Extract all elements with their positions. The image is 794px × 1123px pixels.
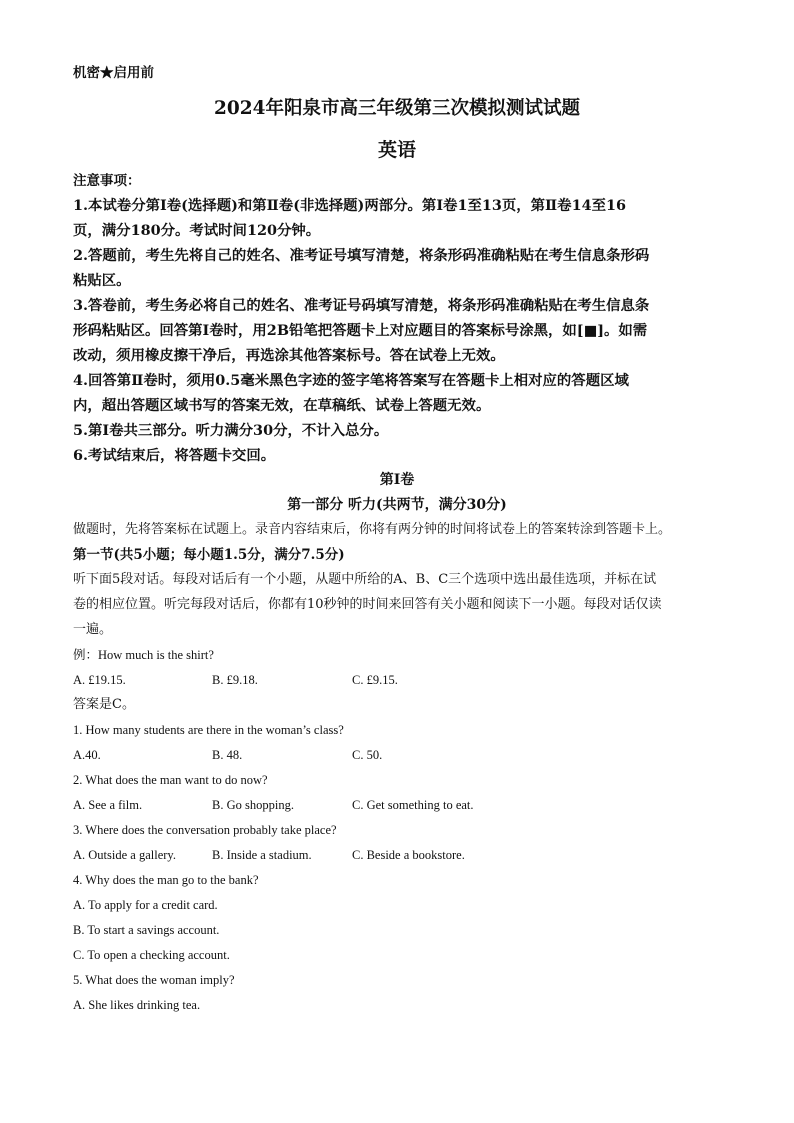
subsection-title: 第一节(共5小题；每小题1.5分，满分7.5分) xyxy=(73,547,345,563)
q1-option-a: A.40. xyxy=(73,748,101,762)
q1-option-c: C. 50. xyxy=(352,748,383,762)
confidential-mark: 机密★启用前 xyxy=(73,65,154,81)
example-option-c: C. £9.15. xyxy=(352,673,398,687)
notes-line: 1.本试卷分第Ⅰ卷(选择题)和第Ⅱ卷(非选择题)两部分。第Ⅰ卷1至13页，第Ⅱ卷14至16 xyxy=(73,197,627,214)
notes-line: 形码粘贴区。回答第Ⅰ卷时，用2B铅笔把答题卡上对应题目的答案标号涂黑，如[■]。如需 xyxy=(73,322,648,339)
subject-title: 英语 xyxy=(377,139,416,161)
question-5: 5. What does the woman imply? xyxy=(73,973,235,987)
notes-heading: 注意事项： xyxy=(73,173,141,189)
exam-title: 2024年阳泉市高三年级第三次模拟测试试题 xyxy=(214,98,580,119)
notes-line: 改动，须用橡皮擦干净后，再选涂其他答案标号。答在试卷上无效。 xyxy=(73,347,505,364)
notes-line: 粘贴区。 xyxy=(73,272,131,289)
question-2: 2. What does the man want to do now? xyxy=(73,773,268,787)
question-1: 1. How many students are there in the woman’s class? xyxy=(73,723,344,737)
q5-option-a: A. She likes drinking tea. xyxy=(73,998,201,1012)
q2-option-b: B. Go shopping. xyxy=(212,798,294,812)
instruction-line: 卷的相应位置。听完每段对话后，你都有10秒钟的时间来回答有关小题和阅读下一小题。每段对话仅读 xyxy=(73,597,662,612)
volume-title: 第Ⅰ卷 xyxy=(379,472,415,488)
q4-option-a: A. To apply for a credit card. xyxy=(73,898,218,912)
q1-option-b: B. 48. xyxy=(212,748,243,762)
question-3: 3. Where does the conversation probably take place? xyxy=(73,823,337,837)
example-option-b: B. £9.18. xyxy=(212,673,258,687)
notes-line: 页，满分180分。考试时间120分钟。 xyxy=(73,222,321,239)
section-intro: 做题时，先将答案标在试题上。录音内容结束后，你将有两分钟的时间将试卷上的答案转涂到答题卡上。 xyxy=(73,522,672,537)
q2-option-a: A. See a film. xyxy=(73,798,143,812)
q4-option-b: B. To start a savings account. xyxy=(73,923,220,937)
section-title: 第一部分 听力(共两节，满分30分) xyxy=(287,497,507,513)
instruction-line: 一遍。 xyxy=(73,622,113,637)
notes-line: 4.回答第Ⅱ卷时，须用0.5毫米黑色字迹的签字笔将答案写在答题卡上相对应的答题区域 xyxy=(73,372,629,389)
q2-option-c: C. Get something to eat. xyxy=(352,798,474,812)
notes-line: 2.答题前，考生先将自己的姓名、准考证号填写清楚，将条形码准确粘贴在考生信息条形码 xyxy=(73,247,650,264)
q4-option-c: C. To open a checking account. xyxy=(73,948,230,962)
notes-line: 6.考试结束后，将答题卡交回。 xyxy=(73,447,276,464)
instruction-line: 听下面5段对话。每段对话后有一个小题，从题中所给的A、B、C三个选项中选出最佳选项，并标在试 xyxy=(73,572,657,587)
q3-option-c: C. Beside a bookstore. xyxy=(352,848,465,862)
q3-option-a: A. Outside a gallery. xyxy=(73,848,176,862)
example-answer: 答案是C。 xyxy=(73,697,135,712)
notes-line: 5.第Ⅰ卷共三部分。听力满分30分，不计入总分。 xyxy=(73,422,389,439)
example-option-a: A. £19.15. xyxy=(73,673,126,687)
notes-line: 3.答卷前，考生务必将自己的姓名、准考证号码填写清楚，将条形码准确粘贴在考生信息条 xyxy=(73,297,650,314)
notes-line: 内，超出答题区域书写的答案无效，在草稿纸、试卷上答题无效。 xyxy=(73,397,491,414)
q3-option-b: B. Inside a stadium. xyxy=(212,848,312,862)
example-question: 例：How much is the shirt? xyxy=(73,648,214,662)
question-4: 4. Why does the man go to the bank? xyxy=(73,873,259,887)
